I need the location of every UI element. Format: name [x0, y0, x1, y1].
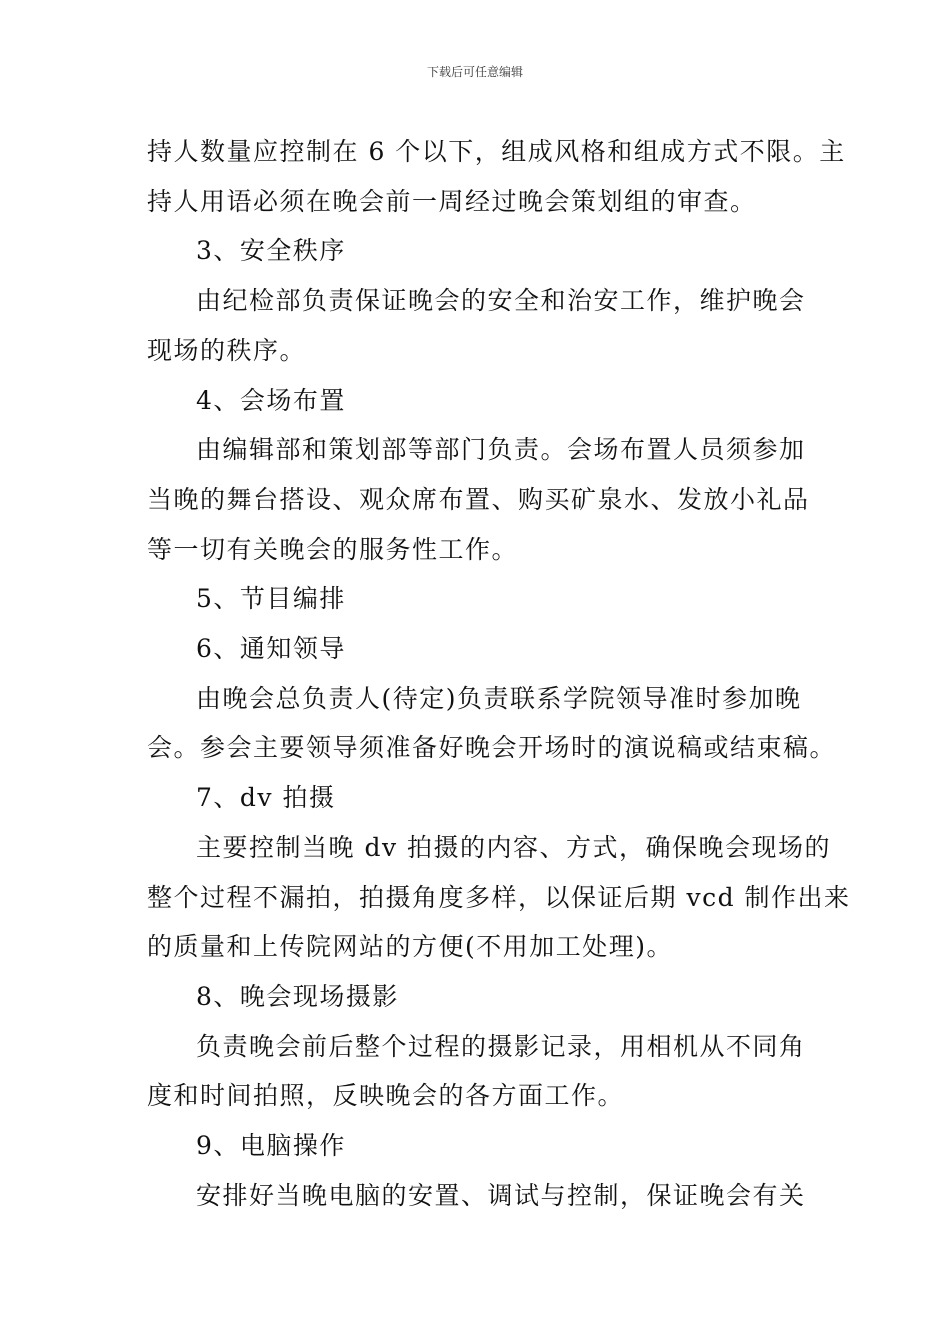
page-header: 下载后可任意编辑: [426, 65, 523, 79]
text-line: 持人用语必须在晚会前一周经过晚会策划组的审查。: [147, 186, 757, 216]
section-heading: 4、会场布置: [196, 385, 346, 415]
text-line: 由纪检部负责保证晚会的安全和治安工作，维护晚会: [196, 286, 806, 316]
text-line: 由晚会总负责人(待定)负责联系学院领导准时参加晚: [196, 683, 802, 713]
section-heading: 8、晚会现场摄影: [196, 981, 399, 1011]
document-body: [147, 127, 851, 1220]
text-line: 现场的秩序。: [147, 335, 307, 365]
text-line: 安排好当晚电脑的安置、调试与控制，保证晚会有关: [196, 1180, 806, 1210]
text-line: 负责晚会前后整个过程的摄影记录，用相机从不同角: [196, 1031, 806, 1061]
section-heading: 5、节目编排: [196, 584, 346, 614]
text-line: 主要控制当晚 dv 拍摄的内容、方式，确保晚会现场的: [196, 832, 832, 862]
text-line: 持人数量应控制在 6 个以下，组成风格和组成方式不限。主: [147, 137, 846, 166]
text-line: 度和时间拍照，反映晚会的各方面工作。: [147, 1081, 625, 1111]
section-heading: 6、通知领导: [196, 634, 346, 664]
text-line: 的质量和上传院网站的方便(不用加工处理)。: [147, 932, 674, 962]
text-line: 由编辑部和策划部等部门负责。会场布置人员须参加: [196, 435, 806, 465]
text-line: 会。参会主要领导须准备好晚会开场时的演说稿或结束稿。: [147, 733, 837, 763]
section-heading: 9、电脑操作: [196, 1131, 346, 1161]
text-line: 当晚的舞台搭设、观众席布置、购买矿泉水、发放小礼品: [147, 484, 810, 514]
text-line: 整个过程不漏拍，拍摄角度多样，以保证后期 vcd 制作出来: [147, 882, 851, 912]
section-heading: 7、dv 拍摄: [196, 783, 336, 813]
text-line: 等一切有关晚会的服务性工作。: [147, 534, 519, 564]
section-heading: 3、安全秩序: [196, 236, 346, 266]
